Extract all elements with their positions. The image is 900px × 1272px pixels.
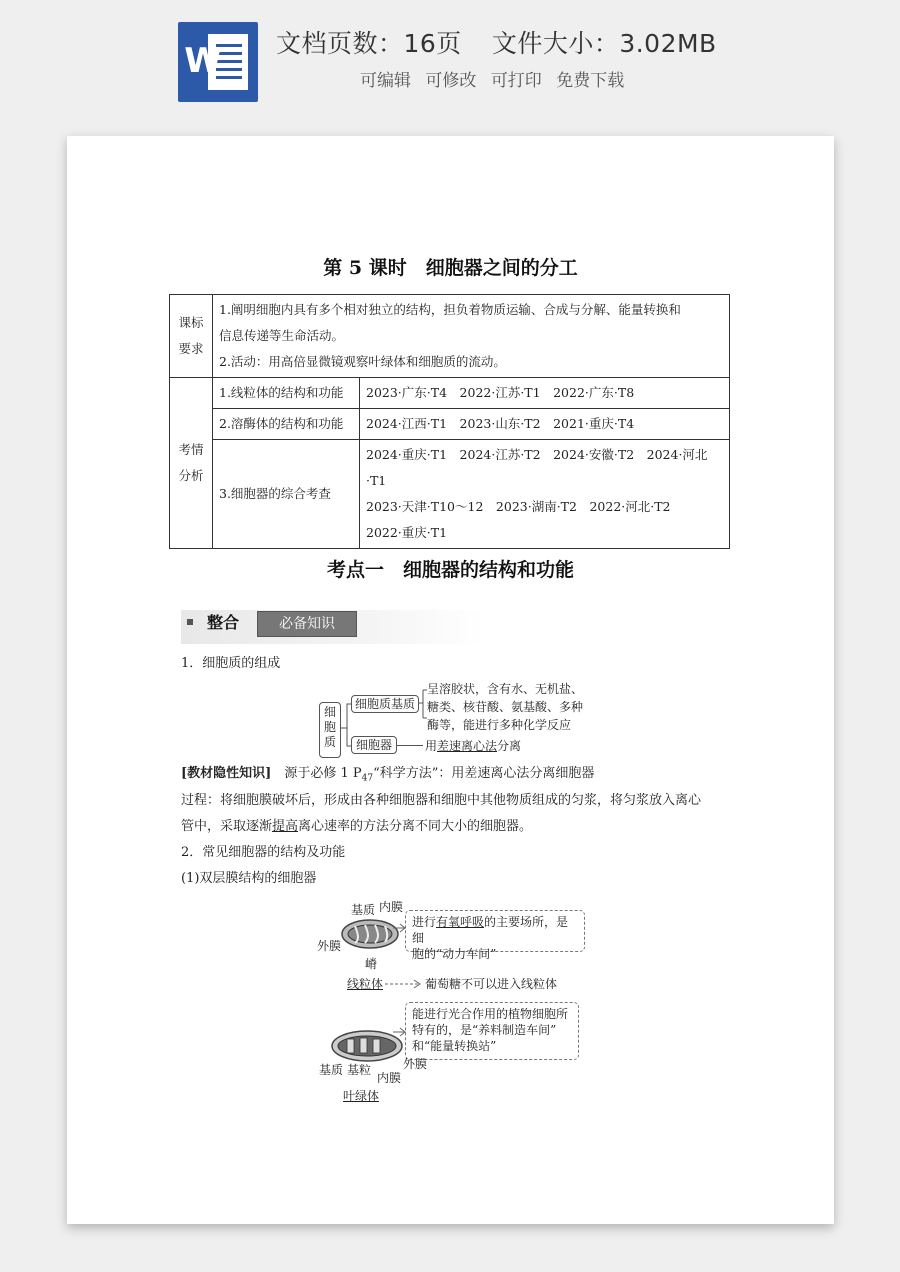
label-inner-membrane: 内膜 bbox=[379, 900, 404, 914]
label-matrix: 基质 bbox=[319, 1063, 344, 1077]
topic-cell: 2.溶酶体的结构和功能 bbox=[213, 409, 360, 440]
section-band bbox=[181, 610, 485, 644]
matrix-box: 细胞质基质 bbox=[351, 695, 419, 713]
mitochondrion-name: 线粒体 bbox=[347, 977, 384, 991]
table-row bbox=[170, 378, 730, 409]
label-matrix: 基质 bbox=[351, 903, 376, 917]
header-banner bbox=[0, 0, 900, 130]
perm-print: 可打印 bbox=[490, 71, 542, 91]
label-inner-membrane: 内膜 bbox=[377, 1071, 402, 1085]
item-subheading: (1)双层膜结构的细胞器 bbox=[181, 871, 317, 886]
label-outer-membrane: 外膜 bbox=[403, 1057, 428, 1071]
item-heading: 1．细胞质的组成 bbox=[181, 656, 281, 671]
word-logo-letter: W bbox=[184, 41, 222, 81]
item-heading: 2．常见细胞器的结构及功能 bbox=[181, 845, 346, 860]
exam-cell: 2024·江西·T1 2023·山东·T2 2021·重庆·T4 bbox=[360, 409, 730, 440]
word-document-icon bbox=[178, 22, 258, 102]
requirements-table bbox=[169, 294, 730, 549]
band-title: 整合 bbox=[207, 613, 240, 632]
req-line: 信息传递等生命活动。 bbox=[219, 328, 345, 343]
page-count: 文档页数：16页 bbox=[276, 29, 462, 58]
label-crista: 嵴 bbox=[365, 957, 378, 971]
square-bullet-icon bbox=[187, 619, 193, 625]
exam-cell: 2024·重庆·T1 2024·江苏·T2 2024·安徽·T2 2024·河北·T1 2023·天津·T10～12 2023·湖南·T2 2022·河北·T2 2022·重庆·T1 bbox=[360, 440, 730, 549]
band-tag: 必备知识 bbox=[257, 611, 357, 637]
document-meta bbox=[276, 24, 736, 60]
arrow-icon bbox=[393, 922, 407, 934]
hidden-knowledge: [教材隐性知识] 源于必修 1 $P_{47}“$科学方法”：用差速离心法分离细胞器 bbox=[181, 766, 595, 784]
mito-desc-box: 进行有氧呼吸的主要场所，是细 胞的“动力车间” bbox=[405, 910, 585, 952]
hidden-label: [教材隐性知识] bbox=[181, 766, 272, 781]
connector-line bbox=[397, 745, 423, 746]
process-line: 管中，采取逐渐提高离心速率的方法分离不同大小的细胞器。 bbox=[181, 819, 533, 834]
cytoplasm-box: 细 胞 质 bbox=[319, 702, 341, 758]
label-grana: 基粒 bbox=[347, 1063, 372, 1077]
chloro-desc-box: 能进行光合作用的植物细胞所 特有的，是“养料制造车间” 和“能量转换站” bbox=[405, 1002, 579, 1060]
process-line: 过程：将细胞膜破坏后，形成由各种细胞器和细胞中其他物质组成的匀浆，将匀浆放入离心 bbox=[181, 793, 702, 808]
chloroplast-name: 叶绿体 bbox=[343, 1089, 380, 1103]
table-row bbox=[170, 409, 730, 440]
exam-cell: 2023·广东·T4 2022·江苏·T1 2022·广东·T8 bbox=[360, 378, 730, 409]
dashed-arrow-icon bbox=[385, 978, 423, 990]
label-outer-membrane: 外膜 bbox=[317, 939, 342, 953]
lesson-title: 第 5 课时 细胞器之间的分工 bbox=[323, 257, 578, 279]
mito-note: 葡萄糖不可以进入线粒体 bbox=[425, 977, 558, 991]
analysis-head-cell: 考情 分析 bbox=[170, 378, 213, 549]
table-row bbox=[170, 440, 730, 549]
req-line: 1.阐明细胞内具有多个相对独立的结构，担负着物质运输、合成与分解、能量转换和 bbox=[219, 302, 681, 317]
matrix-desc: 呈溶胶状，含有水、无机盐、 糖类、核苷酸、氨基酸、多种 酶等，能进行多种化学反应 bbox=[427, 682, 584, 732]
table-row bbox=[170, 295, 730, 378]
req-line: 2.活动：用高倍显微镜观察叶绿体和细胞质的流动。 bbox=[219, 354, 506, 369]
perm-edit: 可编辑 bbox=[360, 71, 411, 91]
organelle-box: 细胞器 bbox=[351, 736, 397, 754]
topic-cell: 1.线粒体的结构和功能 bbox=[213, 378, 360, 409]
perm-modify: 可修改 bbox=[425, 71, 477, 91]
document-page bbox=[67, 136, 834, 1224]
perm-download: 免费下载 bbox=[556, 71, 625, 91]
arrow-icon bbox=[393, 1026, 407, 1038]
organelle-desc: 用差速离心法分离 bbox=[425, 739, 522, 753]
permissions bbox=[360, 66, 660, 91]
req-content-cell bbox=[213, 295, 730, 378]
section-title: 考点一 细胞器的结构和功能 bbox=[326, 559, 574, 581]
req-head-cell: 课标 要求 bbox=[170, 295, 213, 378]
topic-cell: 3.细胞器的综合考查 bbox=[213, 440, 360, 549]
file-size: 文件大小：3.02MB bbox=[491, 29, 717, 58]
